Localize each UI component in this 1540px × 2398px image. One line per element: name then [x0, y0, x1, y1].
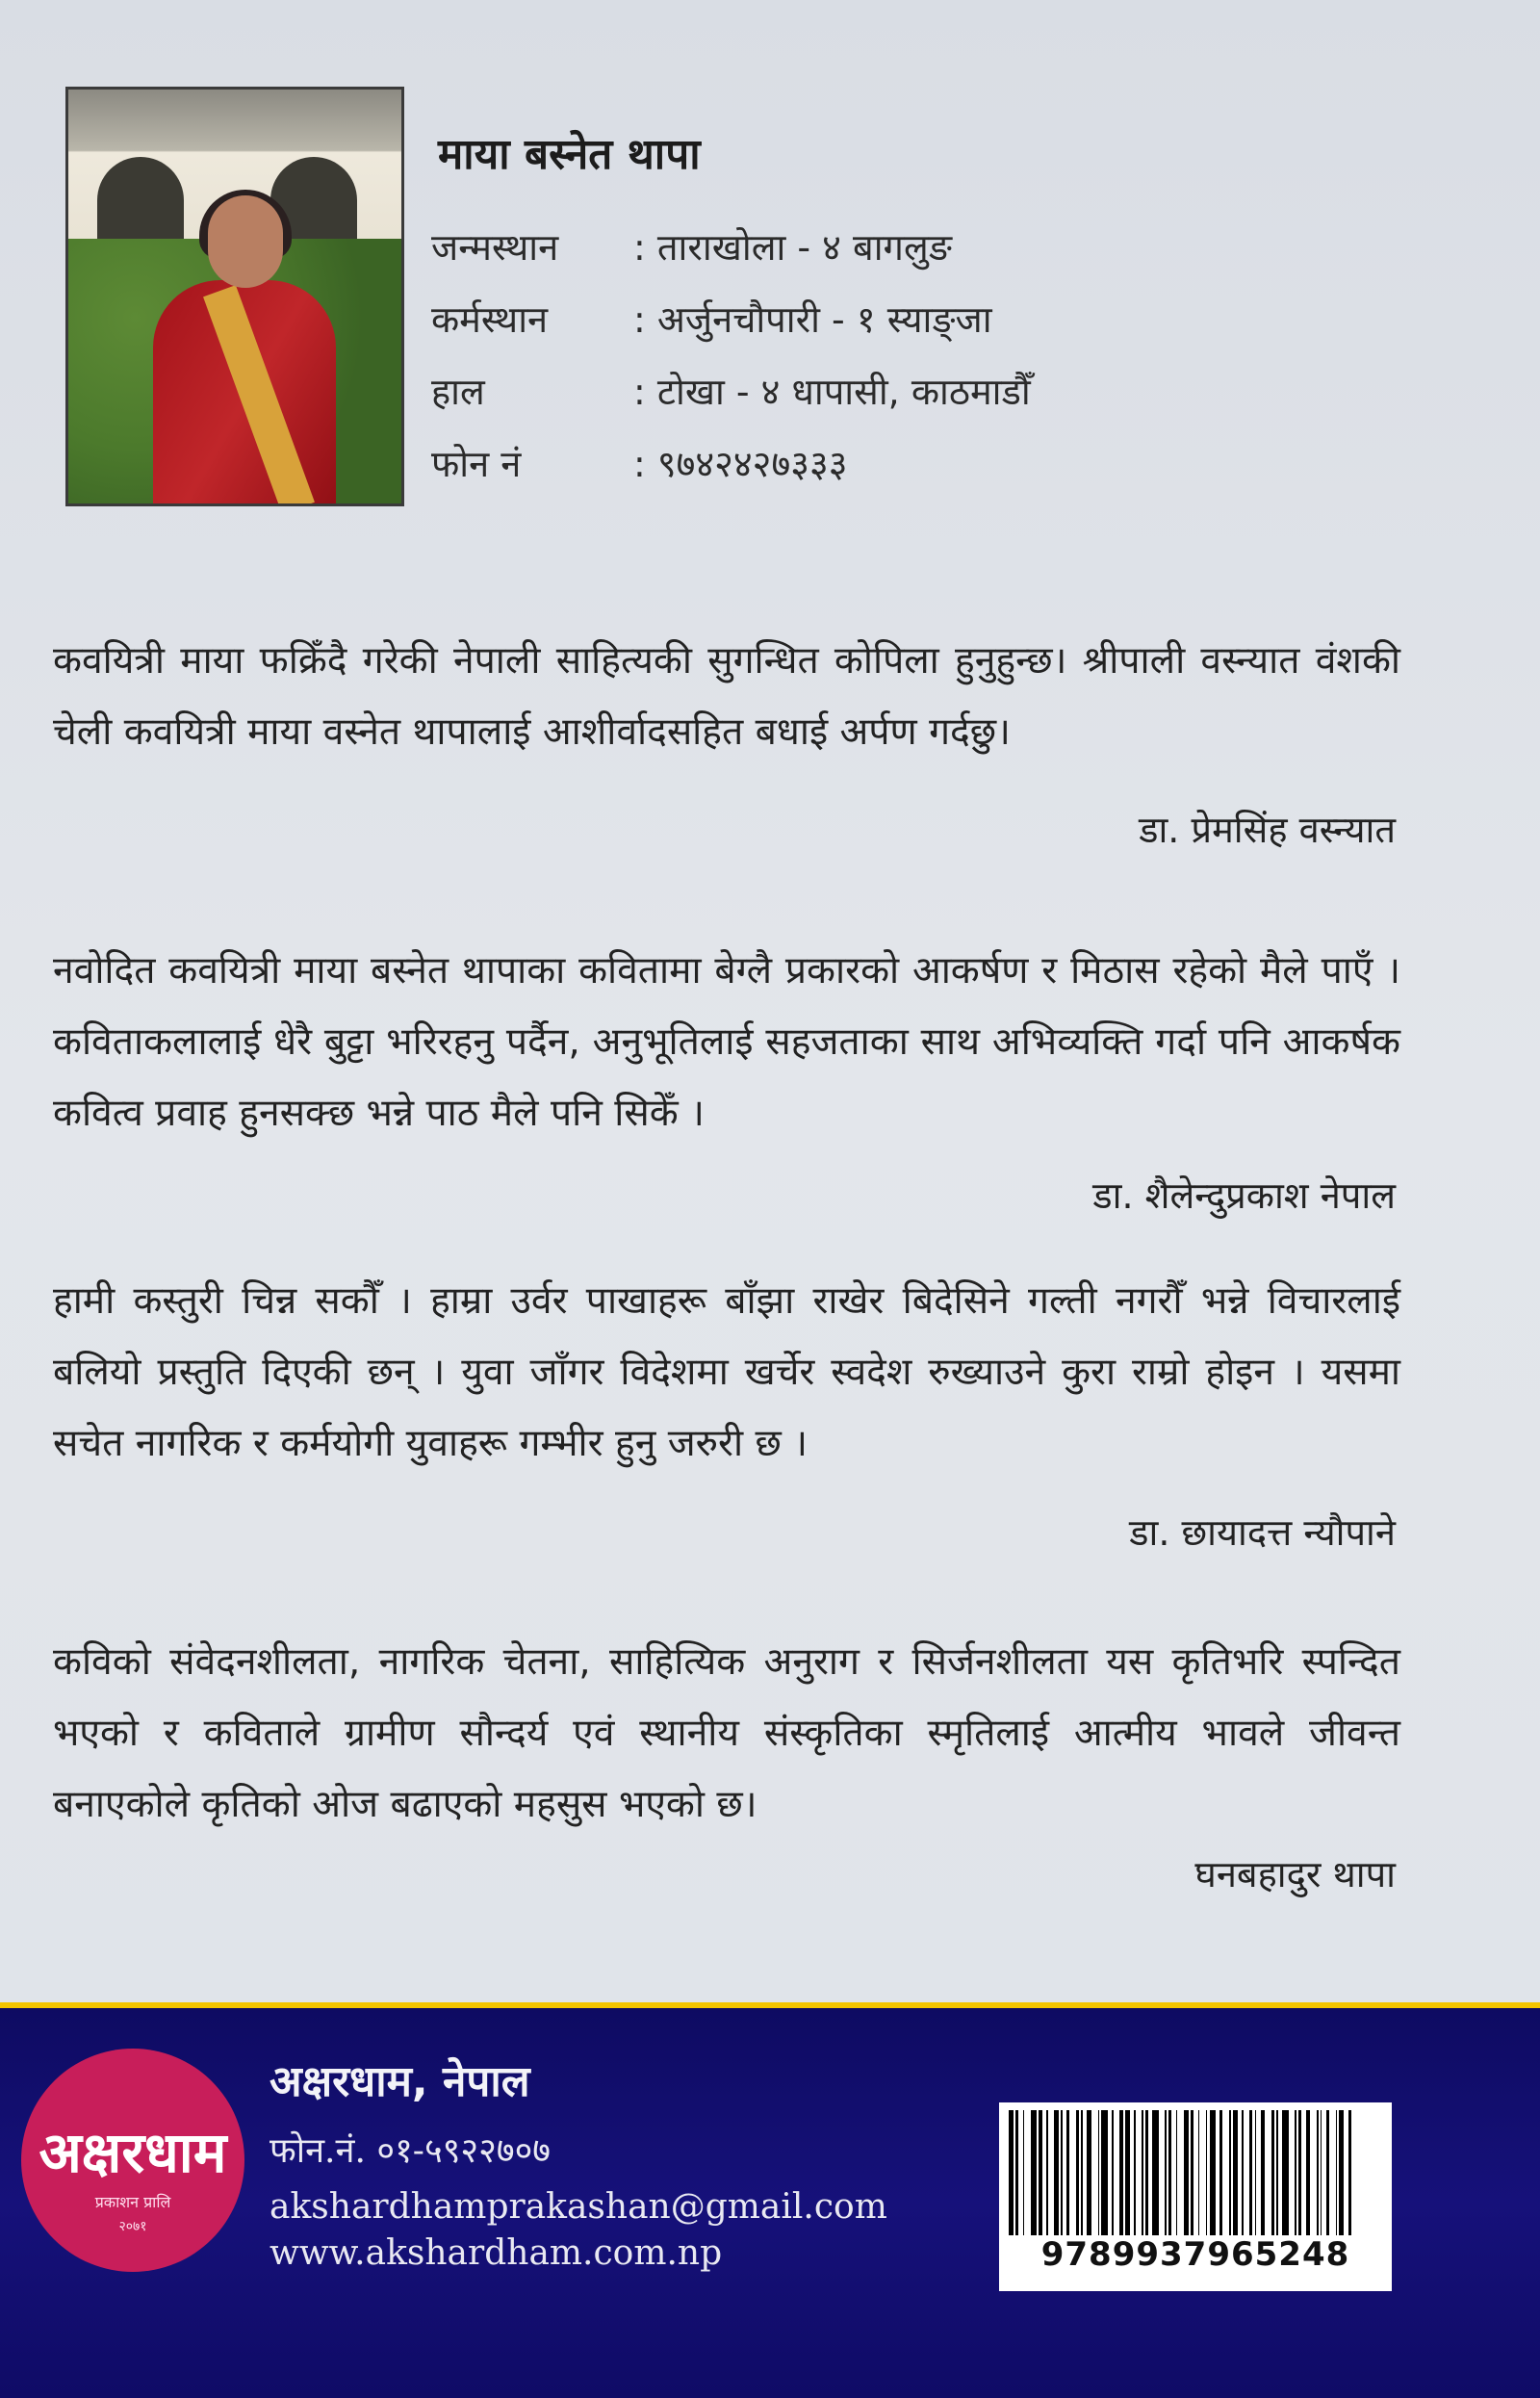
barcode-bar	[1031, 2110, 1037, 2235]
author-name: माया बस्नेत थापा	[438, 130, 701, 179]
barcode	[999, 2102, 1392, 2291]
detail-value: : अर्जुनचौपारी - १ स्याङ्जा	[633, 298, 992, 341]
barcode-bar	[1125, 2110, 1130, 2235]
logo-year: २०७१	[118, 2219, 147, 2234]
barcode-bar	[1206, 2110, 1208, 2235]
barcode-bar	[1119, 2110, 1122, 2235]
publisher-email: akshardhamprakashan@gmail.com	[270, 2187, 887, 2227]
testimonial-author: डा. छायादत्त न्यौपाने	[1129, 1511, 1396, 1554]
barcode-bar	[1076, 2110, 1079, 2235]
isbn-number: 9789937965248	[1040, 2235, 1350, 2274]
publisher-logo	[21, 2049, 244, 2272]
barcode-bar	[1249, 2110, 1252, 2235]
barcode-bar	[1142, 2110, 1143, 2235]
testimonial-text: कवयित्री माया फक्रिँदै गरेकी नेपाली साहित्यकी सुगन्धित कोपिला हुनुहुन्छ। श्रीपाली वस्न्यात वंशकी चेली कवयित्री माया वस्नेत थापालाई आशीर्वादसहित बधाई अर्पण गर्दछु।	[53, 639, 1400, 754]
barcode-bar	[1339, 2110, 1344, 2235]
detail-value: : टोखा - ४ धापासी, काठमाडौँ	[633, 371, 1031, 413]
barcode-bar	[1326, 2110, 1329, 2235]
testimonial-text: हामी कस्तुरी चिन्न सकौँ । हाम्रा उर्वर पाखाहरू बाँझा राखेर बिदेसिने गल्ती नगरौँ भन्ने विचारलाई बलियो प्रस्तुति दिएकी छन् । युवा जाँगर विदेशमा खर्चेर स्वदेश रुख्याउने कुरा राम्रो होइन । यसमा सचेत नागरिक र कर्मयोगी युवाहरू गम्भीर हुनु जरुरी छ ।	[53, 1279, 1400, 1465]
barcode-bar	[1039, 2110, 1041, 2235]
barcode-bar	[1198, 2110, 1200, 2235]
barcode-bar	[1261, 2110, 1266, 2235]
barcode-bar	[1176, 2110, 1178, 2235]
barcode-bar	[1229, 2110, 1231, 2235]
barcode-bar	[1306, 2110, 1311, 2235]
barcode-bar	[1210, 2110, 1216, 2235]
barcode-bar	[1152, 2110, 1158, 2235]
detail-value: : ताराखोला - ४ बागलुङ	[633, 226, 952, 269]
barcode-bar	[1061, 2110, 1063, 2235]
barcode-bar	[1191, 2110, 1194, 2235]
barcode-bar	[1271, 2110, 1274, 2235]
publisher-name: अक्षरधाम, नेपाल	[270, 2057, 530, 2106]
testimonial-author: डा. प्रेमसिंह वस्न्यात	[1139, 809, 1396, 851]
detail-label: कर्मस्थान	[431, 298, 549, 341]
barcode-bar	[1054, 2110, 1059, 2235]
barcode-bar	[1219, 2110, 1222, 2235]
testimonial-author: डा. शैलेन्दुप्रकाश नेपाल	[1092, 1174, 1396, 1217]
barcode-bar	[1023, 2110, 1025, 2235]
barcode-bar	[1098, 2110, 1100, 2235]
author-photo	[65, 87, 404, 506]
barcode-bar	[1066, 2110, 1069, 2235]
barcode-bar	[1348, 2110, 1351, 2235]
barcode-bar	[1255, 2110, 1257, 2235]
barcode-bar	[1087, 2110, 1091, 2235]
barcode-bar	[1081, 2110, 1083, 2235]
detail-value: : ९७४२४२७३३३	[633, 443, 848, 485]
barcode-bar	[1276, 2110, 1278, 2235]
barcode-bar	[1233, 2110, 1238, 2235]
barcode-bar	[1165, 2110, 1167, 2235]
testimonial-text: नवोदित कवयित्री माया बस्नेत थापाका कवितामा बेग्लै प्रकारको आकर्षण र मिठास रहेको मैले पाएँ । कविताकलालाई धेरै बुट्टा भरिरहनु पर्दैन, अनुभूतिलाई सहजताका साथ अभिव्यक्ति गर्दा पनि आकर्षक कवित्व प्रवाह हुनसक्छ भन्ने पाठ मैले पनि सिकेँ ।	[53, 949, 1400, 1135]
barcode-bar	[1145, 2110, 1148, 2235]
barcode-bar	[1317, 2110, 1319, 2235]
barcode-bar	[1336, 2110, 1338, 2235]
detail-label: फोन नं	[431, 443, 522, 485]
publisher-website: www.akshardham.com.np	[270, 2233, 723, 2273]
logo-subtitle: प्रकाशन प्रालि	[94, 2193, 171, 2211]
barcode-bar	[1112, 2110, 1114, 2235]
testimonial-author: घनबहादुर थापा	[1194, 1853, 1396, 1895]
barcode-bar	[1168, 2110, 1171, 2235]
testimonial-text: कविको संवेदनशीलता, नागरिक चेतना, साहित्यिक अनुराग र सिर्जनशीलता यस कृतिभरि स्पन्दित भएको र कविताले ग्रामीण सौन्दर्य एवं स्थानीय संस्कृतिका स्मृतिलाई आत्मीय भावले जीवन्त बनाएकोले कृतिको ओज बढाएको महसुस भएको छ।	[53, 1640, 1400, 1826]
barcode-bar	[1009, 2110, 1014, 2235]
detail-label: हाल	[431, 371, 485, 413]
barcode-bar	[1101, 2110, 1107, 2235]
barcode-bar	[1242, 2110, 1244, 2235]
barcode-bar	[1134, 2110, 1136, 2235]
barcode-bar	[1295, 2110, 1296, 2235]
logo-text: अक्षरधाम	[38, 2120, 227, 2185]
barcode-bar	[1282, 2110, 1288, 2235]
barcode-bars	[1009, 2110, 1382, 2235]
publisher-phone: फोन.नं. ०१-५९२२७०७	[270, 2131, 552, 2171]
detail-label: जन्मस्थान	[431, 226, 559, 269]
barcode-bar	[1184, 2110, 1189, 2235]
barcode-bar	[1046, 2110, 1048, 2235]
barcode-bar	[1298, 2110, 1301, 2235]
barcode-bar	[1015, 2110, 1018, 2235]
barcode-bar	[1321, 2110, 1322, 2235]
